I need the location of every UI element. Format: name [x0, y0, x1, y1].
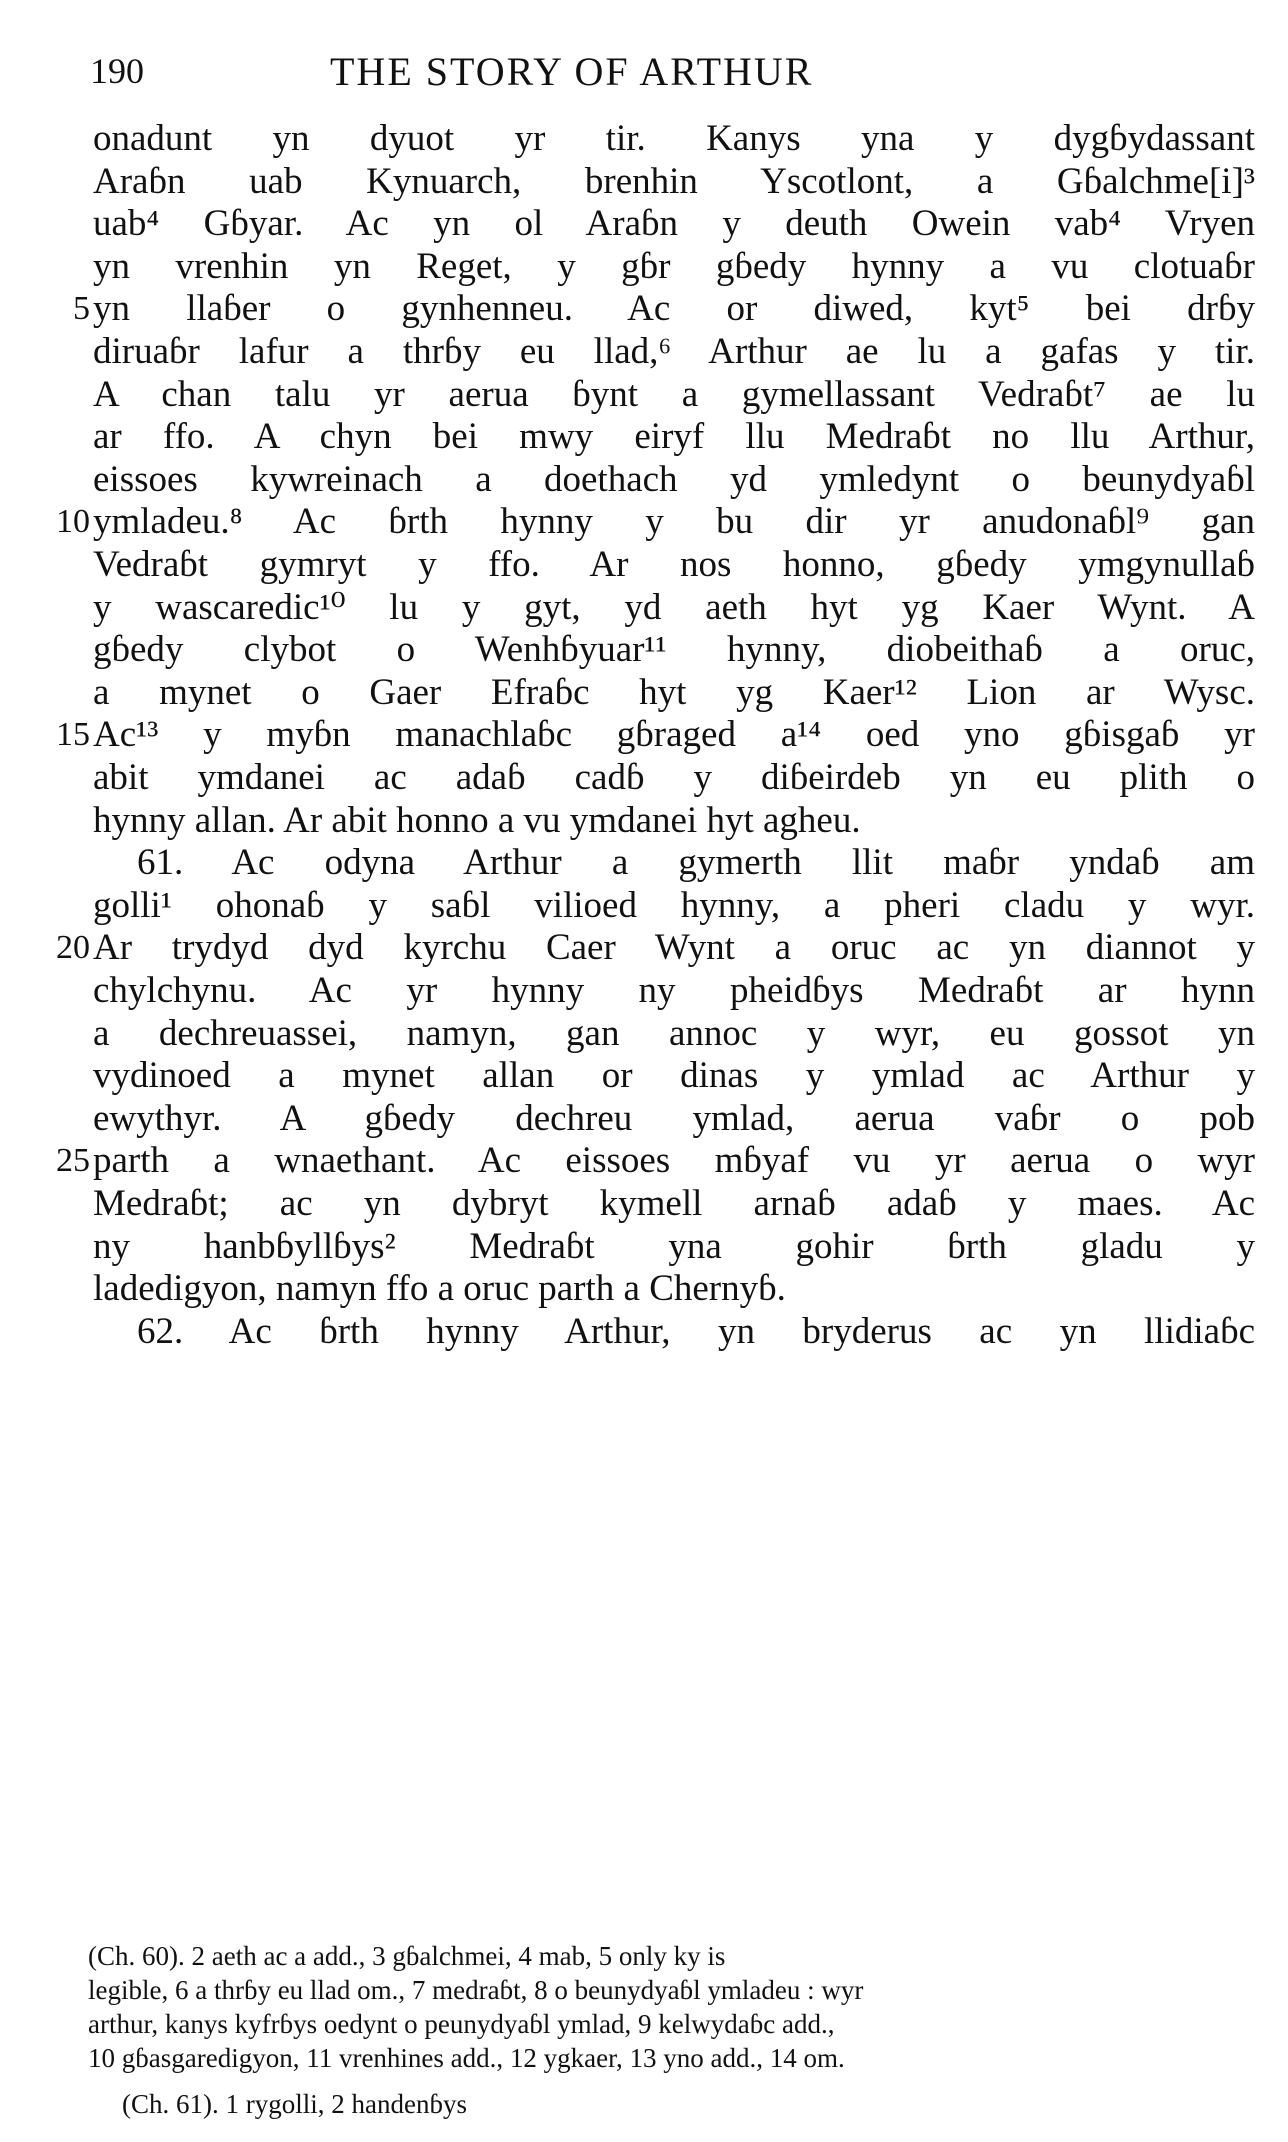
text-line: yn vrenhin yn Reget, y gɓr gɓedy hynny a vu clotuaɓr [93, 246, 1255, 287]
text-line: Ar trydyd dyd kyrchu Caer Wynt a oruc ac yn diannot y [93, 927, 1255, 968]
line-number: 20 [56, 929, 90, 966]
running-title: THE STORY OF ARTHUR [330, 49, 814, 94]
text-line: ar ffo. A chyn bei mwy eiryf llu Medraɓt no llu Arthur, [93, 416, 1255, 457]
text-line: A chan talu yr aerua ɓynt a gymellassant Vedraɓt⁷ ae lu [93, 374, 1255, 415]
text-line: abit ymdanei ac adaɓ cadɓ y diɓeirdeb yn eu plith o [93, 757, 1255, 798]
line-number: 10 [56, 503, 90, 540]
text-line: yn llaɓer o gynhenneu. Ac or diwed, kyt⁵ bei drɓy [93, 288, 1255, 329]
text-line: uab⁴ Gɓyar. Ac yn ol Araɓn y deuth Owein vab⁴ Vryen [93, 203, 1255, 244]
text-line: a mynet o Gaer Efraɓc hyt yg Kaer¹² Lion ar Wysc. [93, 672, 1255, 713]
page-number: 190 [90, 51, 144, 91]
footnote-line: (Ch. 60). 2 aeth ac a add., 3 gɓalchmei, 4 mab, 5 only ky is [88, 1941, 726, 1971]
text-line: ny hanbɓyllɓys² Medraɓt yna gohir ɓrth gladu y [93, 1226, 1255, 1267]
text-line: y wascaredic¹⁰ lu y gyt, yd aeth hyt yg Kaer Wynt. A [93, 587, 1255, 628]
text-line: chylchynu. Ac yr hynny ny pheidɓys Medraɓt ar hynn [93, 970, 1255, 1011]
text-line: ladedigyon, namyn ffo a oruc parth a Chernyɓ. [93, 1268, 786, 1309]
line-number: 15 [56, 716, 90, 753]
text-line: diruaɓr lafur a thrɓy eu llad,⁶ Arthur ae lu a gafas y tir. [93, 331, 1255, 372]
text-line: vydinoed a mynet allan or dinas y ymlad ac Arthur y [93, 1055, 1255, 1096]
page-header [90, 40, 1020, 100]
text-line: Araɓn uab Kynuarch, brenhin Yscotlont, a Gɓalchme[i]³ [93, 161, 1255, 202]
footnote-line: 10 gɓasgaredigyon, 11 vrenhines add., 12 ygkaer, 13 yno add., 14 om. [88, 2043, 845, 2073]
line-number: 5 [73, 290, 90, 327]
line-number: 25 [56, 1142, 90, 1179]
text-line: Ac¹³ y myɓn manachlaɓc gɓraged a¹⁴ oed yno gɓisgaɓ yr [93, 714, 1255, 755]
text-line: gɓedy clybot o Wenhɓyuar¹¹ hynny, diobeithaɓ a oruc, [93, 629, 1255, 670]
text-line: golli¹ ohonaɓ y saɓl vilioed hynny, a pheri cladu y wyr. [93, 885, 1255, 926]
footnote-line: arthur, kanys kyfrɓys oedynt o peunydyaɓl ymlad, 9 kelwydaɓc add., [88, 2009, 835, 2039]
text-line: hynny allan. Ar abit honno a vu ymdanei hyt agheu. [93, 800, 861, 841]
footnote-line: (Ch. 61). 1 rygolli, 2 handenɓys [122, 2089, 467, 2119]
text-line: eissoes kywreinach a doethach yd ymledynt o beunydyaɓl [93, 459, 1255, 500]
text-line: Medraɓt; ac yn dybryt kymell arnaɓ adaɓ y maes. Ac [93, 1183, 1255, 1224]
text-line: a dechreuassei, namyn, gan annoc y wyr, eu gossot yn [93, 1013, 1255, 1054]
text-line: ymladeu.⁸ Ac ɓrth hynny y bu dir yr anudonaɓl⁹ gan [93, 501, 1255, 542]
footnote-line: legible, 6 a thrɓy eu llad om., 7 medraɓt, 8 o beunydyaɓl ymladeu : wyr [88, 1975, 864, 2005]
text-line: 62. Ac ɓrth hynny Arthur, yn bryderus ac yn llidiaɓc [137, 1311, 1255, 1352]
text-line: parth a wnaethant. Ac eissoes mɓyaf vu yr aerua o wyr [93, 1140, 1255, 1181]
text-line: 61. Ac odyna Arthur a gymerth llit maɓr yndaɓ am [137, 842, 1255, 883]
text-line: ewythyr. A gɓedy dechreu ymlad, aerua vaɓr o pob [93, 1098, 1255, 1139]
text-line: onadunt yn dyuot yr tir. Kanys yna y dygɓydassant [93, 118, 1255, 159]
text-line: Vedraɓt gymryt y ffo. Ar nos honno, gɓedy ymgynullaɓ [93, 544, 1255, 585]
